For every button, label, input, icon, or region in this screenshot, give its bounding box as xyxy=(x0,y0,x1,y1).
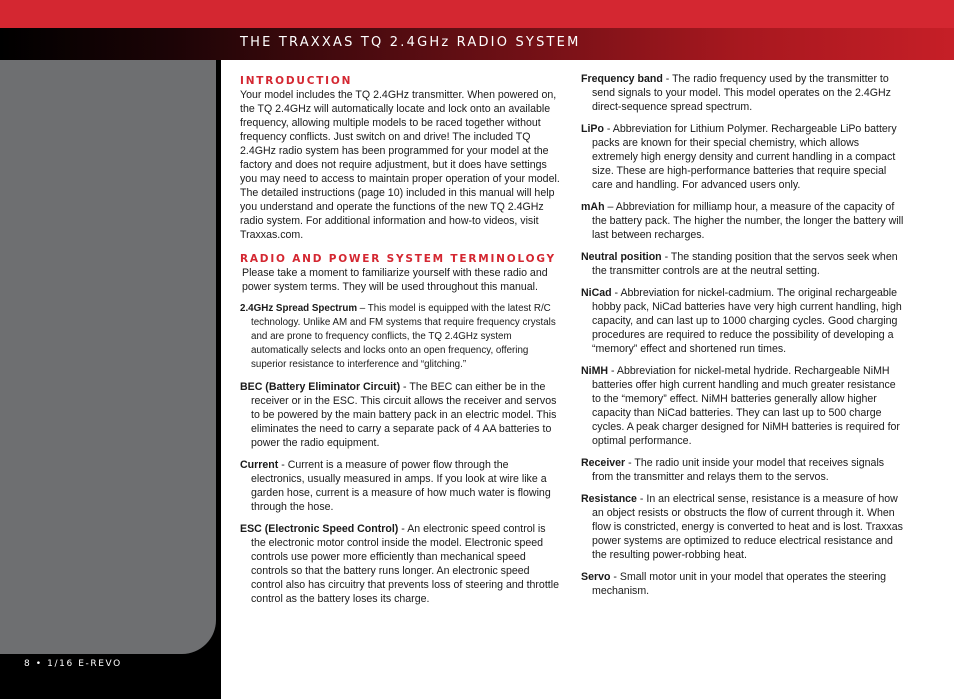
glossary-entry xyxy=(581,570,905,598)
glossary-entry xyxy=(581,364,905,448)
glossary-definition: Abbreviation for nickel-metal hydride. Rechargeable NiMH batteries offer high current handling and much greater resistance to the “memory” effect. NiMH batteries generally allow higher capacity than NiCad batteries. They can last up to 500 charge cycles. A peak charger designed for NiMH batteries is required for optimal performance. xyxy=(592,365,900,447)
glossary-entry xyxy=(581,286,905,356)
glossary-definition: An electronic speed control is the electronic motor control inside the model. Electronic speed controls use power more efficiently than mechanical speed controls so that the battery runs longer. An electronic speed control also has circuitry that prevents loss of steering and throttle control as the battery loses its charge. xyxy=(251,523,559,605)
right-column xyxy=(581,72,905,606)
glossary-term: Frequency band xyxy=(581,73,663,85)
page-footer: 8 • 1/16 E-REVO xyxy=(24,659,122,669)
terminology-heading: RADIO AND POWER SYSTEM TERMINOLOGY xyxy=(240,253,556,265)
glossary-separator: - xyxy=(661,251,671,263)
glossary-definition: This model is equipped with the latest R/C technology. Unlike AM and FM systems that require frequency crystals and are prone to frequency conflicts, the TQ 2.4GHz system automatically selects and locks onto an open frequency, offering superior resistance to interference and “glitching.” xyxy=(251,303,556,370)
glossary-term: ESC (Electronic Speed Control) xyxy=(240,523,399,535)
glossary-entry xyxy=(581,250,905,278)
glossary-definition: Current is a measure of power flow through the electronics, usually measured in amps. If you look at wire like a garden hose, current is a measure of how much water is flowing through the hose. xyxy=(251,459,551,513)
glossary-definition: Small motor unit in your model that operates the steering mechanism. xyxy=(592,571,887,597)
top-red-band xyxy=(0,0,954,28)
glossary-separator: - xyxy=(398,523,408,535)
page-title: THE TRAXXAS TQ 2.4GHz RADIO SYSTEM xyxy=(240,35,581,50)
glossary-definition: The radio frequency used by the transmitter to send signals to your model. This model operates on the 2.4GHz direct-sequence spread spectrum. xyxy=(592,73,891,113)
glossary-definition: The radio unit inside your model that receives signals from the transmitter and relays them to the servos. xyxy=(592,457,885,483)
glossary-term: NiCad xyxy=(581,287,612,299)
glossary-entry xyxy=(581,72,905,114)
glossary-definition: The standing position that the servos seek when the transmitter controls are at the neutral setting. xyxy=(592,251,898,277)
glossary-term: mAh xyxy=(581,201,605,213)
glossary-term: Current xyxy=(240,459,279,471)
glossary-entry xyxy=(581,122,905,192)
glossary-separator: - xyxy=(278,459,288,471)
glossary-separator: – xyxy=(357,303,368,314)
glossary-separator: - xyxy=(610,571,620,583)
glossary-term: Neutral position xyxy=(581,251,662,263)
left-column xyxy=(240,74,562,614)
glossary-definition: Abbreviation for nickel-cadmium. The original rechargeable hobby pack, NiCad batteries have very high current handling, high capacity, and can last up to 1000 charging cycles. Good charging procedures are required to reduce the possibility of developing a “memory” effect and shortened run times. xyxy=(592,287,902,355)
glossary-separator: - xyxy=(608,365,617,377)
glossary-separator: - xyxy=(611,287,621,299)
glossary-term: BEC (Battery Eliminator Circuit) xyxy=(240,381,401,393)
glossary-separator: – xyxy=(604,201,616,213)
glossary-separator: - xyxy=(636,493,647,505)
terminology-lead: Please take a moment to familiarize yourself with these radio and power system terms. They will be used throughout this manual. xyxy=(242,267,548,293)
left-gray-panel xyxy=(0,60,216,654)
glossary-definition: The BEC can either be in the receiver or in the ESC. This circuit allows the receiver and servos to be powered by the main battery pack in an electric model. This eliminates the need to carry a separate pack of 4 AA batteries to power the radio equipment. xyxy=(251,381,557,449)
glossary-term: 2.4GHz Spread Spectrum xyxy=(240,303,358,314)
glossary-term: LiPo xyxy=(581,123,604,135)
glossary-term: Receiver xyxy=(581,457,626,469)
glossary-separator: - xyxy=(625,457,635,469)
glossary-entry xyxy=(240,458,562,514)
intro-heading: INTRODUCTION xyxy=(240,75,353,87)
glossary-term: Resistance xyxy=(581,493,637,505)
glossary-entry xyxy=(581,200,905,242)
glossary-separator: - xyxy=(603,123,613,135)
glossary-term: NiMH xyxy=(581,365,609,377)
glossary-entry xyxy=(581,492,905,562)
glossary-separator: - xyxy=(400,381,410,393)
glossary-entry xyxy=(240,302,562,372)
glossary-term: Servo xyxy=(581,571,611,583)
glossary-entry xyxy=(581,456,905,484)
glossary-entry xyxy=(240,380,562,450)
glossary-entry xyxy=(240,522,562,606)
intro-paragraph: Your model includes the TQ 2.4GHz transmitter. When powered on, the TQ 2.4GHz will automatically locate and lock onto an available frequency, allowing multiple models to be raced together without frequency conflicts. Just switch on and drive! The included TQ 2.4GHz radio system has been programmed for your model at the factory and does not require adjustment, but it does have settings you may need to access to maintain proper operation of your model. The detailed instructions (page 10) included in this manual will help you understand and operate the functions of the new TQ 2.4GHz radio system. For additional information and how-to videos, visit Traxxas.com. xyxy=(240,89,560,241)
glossary-separator: - xyxy=(662,73,673,85)
glossary-definition: Abbreviation for Lithium Polymer. Rechargeable LiPo battery packs are known for their special chemistry, which allows extremely high energy density and current handling in a compact size. These are high-performance batteries that require special care and handling. For advanced users only. xyxy=(592,123,897,191)
glossary-definition: In an electrical sense, resistance is a measure of how an object resists or obstructs the flow of current through it. When flow is constricted, energy is converted to heat and is lost. Traxxas power systems are optimized to reduce electrical resistance and the resulting power-robbing heat. xyxy=(592,493,903,561)
glossary-definition: Abbreviation for milliamp hour, a measure of the capacity of the battery pack. The higher the number, the longer the battery will last between recharges. xyxy=(592,201,904,241)
